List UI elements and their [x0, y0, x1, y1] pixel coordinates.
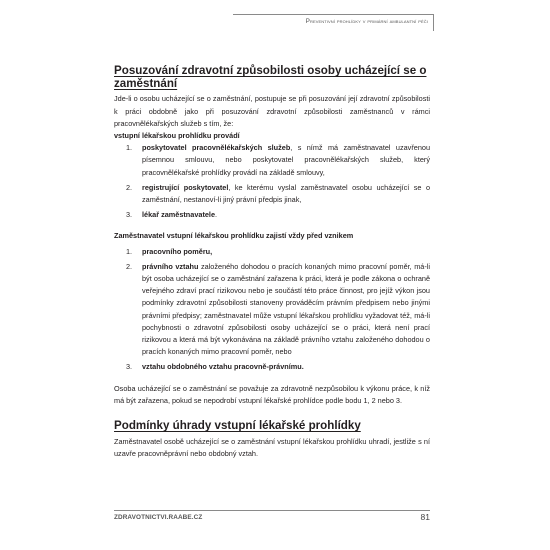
list-item — [114, 182, 430, 206]
page-content — [114, 64, 430, 461]
list-item-bold: lékař zaměstnavatele — [142, 210, 216, 220]
list-item — [114, 246, 430, 258]
list-number: 2. — [126, 182, 133, 192]
list-item-bold: poskytovatel pracovnělékařských služeb — [142, 143, 291, 153]
page-footer — [114, 510, 430, 525]
list-item-text: založeného dohodou o pracích konaných mimo pracovní poměr, má-li být osoba ucházející se o zaměstnání zařazena k práci, která je podle zákona o ochraně veřejného zdraví prací rizikovou nebo je součástí této práce činnost, pro jejíž výkon jsou podmínky zdravotní způsobilosti stanoveny prováděcím právním předpisem nebo jinými právními předpisy; zaměstnavatel může vstupní lékařskou prohlídku vyžadovat též, má-li pochybnosti o zdravotní způsobilosti osoby ucházející se o práci, která není prací rizikovou a která má být vykonávána na základě právního vztahu založeného dohodou o pracích konaných mimo pracovní poměr, nebo — [142, 261, 431, 357]
section-heading-employment-assessment: Posuzování zdravotní způsobilosti osoby ucházející se o zaměstnání — [114, 64, 427, 91]
list-item — [114, 209, 430, 221]
list-number: 3. — [126, 210, 133, 220]
list-item-bold: právního vztahu — [142, 261, 199, 271]
list-item — [114, 261, 430, 359]
list-number: 3. — [126, 362, 133, 372]
list-item-text: . — [215, 210, 218, 220]
running-head-title: Preventivní prohlídky v primární ambulantní péči — [305, 18, 428, 25]
list-item-bold: pracovního poměru, — [142, 246, 213, 256]
running-head — [112, 14, 434, 38]
performers-list — [114, 142, 430, 221]
section-heading-payment-conditions: Podmínky úhrady vstupní lékařské prohlídky — [114, 419, 361, 433]
subheading-employer-ensures: Zaměstnavatel vstupní lékařskou prohlídku zajistí vždy před vznikem — [114, 231, 354, 241]
list-item-text: , s nímž má zaměstnavatel uzavřenou písemnou smlouvu, nebo poskytovatel pracovnělékařských služeb, který pracovnělékařské prohlídky provádí na základě smlouvy, — [142, 143, 430, 177]
relationship-list — [114, 246, 430, 374]
list-number: 2. — [126, 261, 133, 271]
list-number: 1. — [126, 143, 133, 153]
page-number: 81 — [420, 512, 430, 522]
list-item — [114, 142, 430, 179]
list-item-text: , ke kterému vyslal zaměstnavatel osobu ucházející se o zaměstnání, nestanoví-li jiný právní předpis jinak, — [142, 182, 430, 205]
list-item — [114, 361, 430, 373]
subheading-who-performs: vstupní lékařskou prohlídku provádí — [114, 131, 240, 141]
list-item-bold: vztahu obdobného vztahu pracovně-právnímu. — [142, 362, 304, 372]
intro-paragraph: Jde-li o osobu ucházející se o zaměstnání, postupuje se při posuzování její zdravotní způsobilosti k práci obdobně jako při posuzování zdravotní způsobilosti zaměstnanců v rámci pracovnělékařských služeb s tím, že: — [114, 94, 430, 128]
footer-website: ZDRAVOTNICTVI.RAABE.CZ — [114, 514, 203, 521]
closing-paragraph: Osoba ucházející se o zaměstnání se považuje za zdravotně nezpůsobilou k výkonu práce, k níž má být zařazena, pokud se nepodrobí vstupní lékařské prohlídce podle bodu 1, 2 nebo 3. — [114, 383, 430, 405]
list-number: 1. — [126, 246, 133, 256]
list-item-bold: registrující poskytovatel — [142, 182, 229, 192]
payment-paragraph: Zaměstnavatel osobě ucházející se o zaměstnání vstupní lékařskou prohlídku uhradí, jestliže s ní uzavře pracovněprávní nebo obdobný vztah. — [114, 437, 430, 459]
